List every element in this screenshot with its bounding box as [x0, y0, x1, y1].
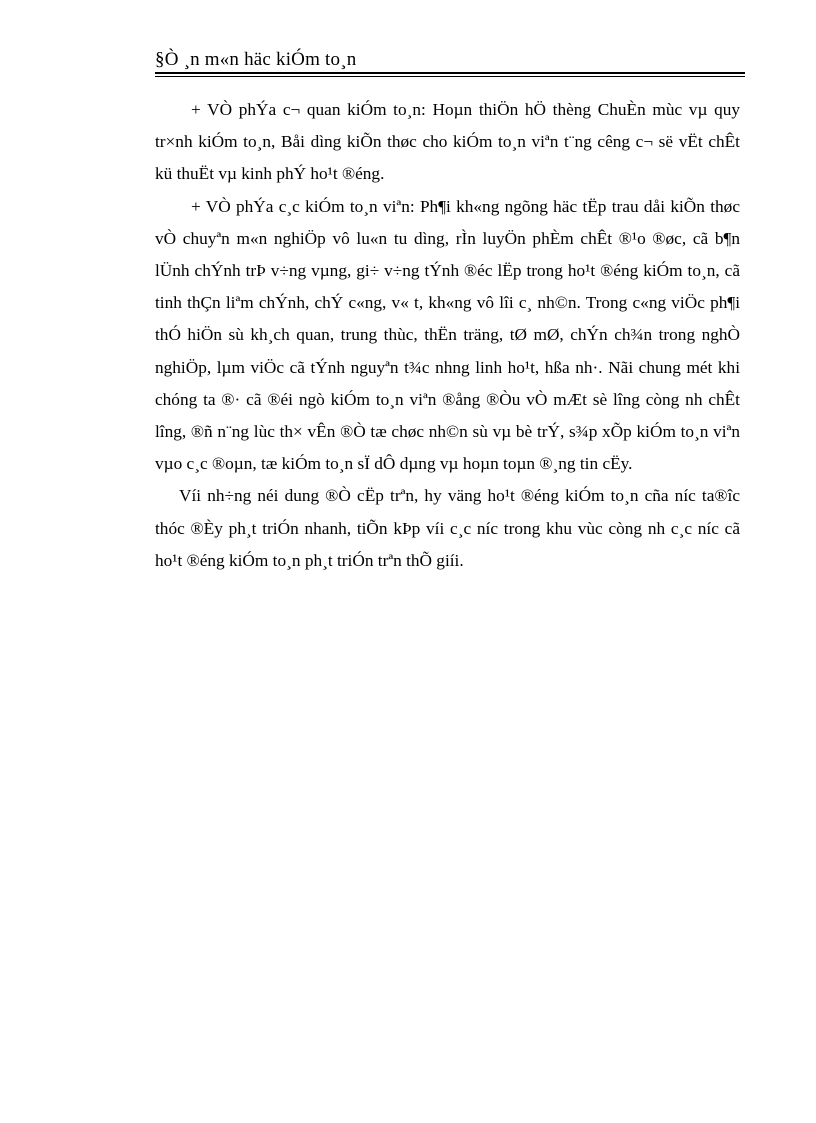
body-text	[155, 94, 740, 577]
paragraph-audit-agency: + VÒ phÝa c¬ quan kiÓm to¸n: Hoµn thiÖn hÖ thèng ChuÈn mùc vµ quy tr×nh kiÓm to¸n, Båi dìng kiÕn thøc cho kiÓm to¸n viªn t¨ng cêng c¬ së vËt chÊt kü thuËt vµ kinh phÝ ho¹t ®éng.	[155, 100, 740, 184]
header-rule-thin	[155, 76, 745, 77]
header-rule-thick	[155, 72, 745, 74]
header-title: §Ò ¸n m«n häc kiÓm to¸n	[155, 49, 357, 70]
paragraph-auditors: + VÒ phÝa c¸c kiÓm to¸n viªn: Ph¶i kh«ng ngõng häc tËp trau dåi kiÕn thøc vÒ chuyªn m«n nghiÖp vô lu«n tu dìng, rÌn luyÖn phÈm chÊt ®¹o ®øc, cã b¶n lÜnh chÝnh trÞ v÷ng vµng, gi÷ v÷ng tÝnh ®éc lËp trong ho¹t ®éng kiÓm to¸n, cã tinh thÇn liªm chÝnh, chÝ c«ng, v« t, kh«ng vô lîi c¸ nh©n. Trong c«ng viÖc ph¶i thÓ hiÖn sù kh¸ch quan, trung thùc, thËn träng, tØ mØ, chÝn ch¾n trong nghÒ nghiÖp, lµm viÖc cã tÝnh nguyªn t¾c nhng linh ho¹t, hßa nh·. Nãi chung mét khi chóng ta ®· cã ®éi ngò kiÓm to¸n viªn ®ång ®Òu vÒ mÆt sè lîng còng nh chÊt lîng, ®ñ n¨ng lùc th× vÊn ®Ò tæ chøc nh©n sù vµ bè trÝ, s¾p xÕp kiÓm to¸n viªn vµo c¸c ®oµn, tæ kiÓm to¸n sÏ dÔ dµng vµ hoµn toµn ®¸ng tin cËy.	[155, 196, 740, 474]
paragraph-conclusion: Víi nh÷ng néi dung ®Ò cËp trªn, hy väng ho¹t ®éng kiÓm to¸n cña níc ta®îc thóc ®Èy ph¸t triÓn nhanh, tiÕn kÞp víi c¸c níc trong khu vùc còng nh c¸c níc cã ho¹t ®éng kiÓm to¸n ph¸t triÓn trªn thÕ giíi.	[155, 486, 740, 570]
page-header	[155, 49, 745, 77]
